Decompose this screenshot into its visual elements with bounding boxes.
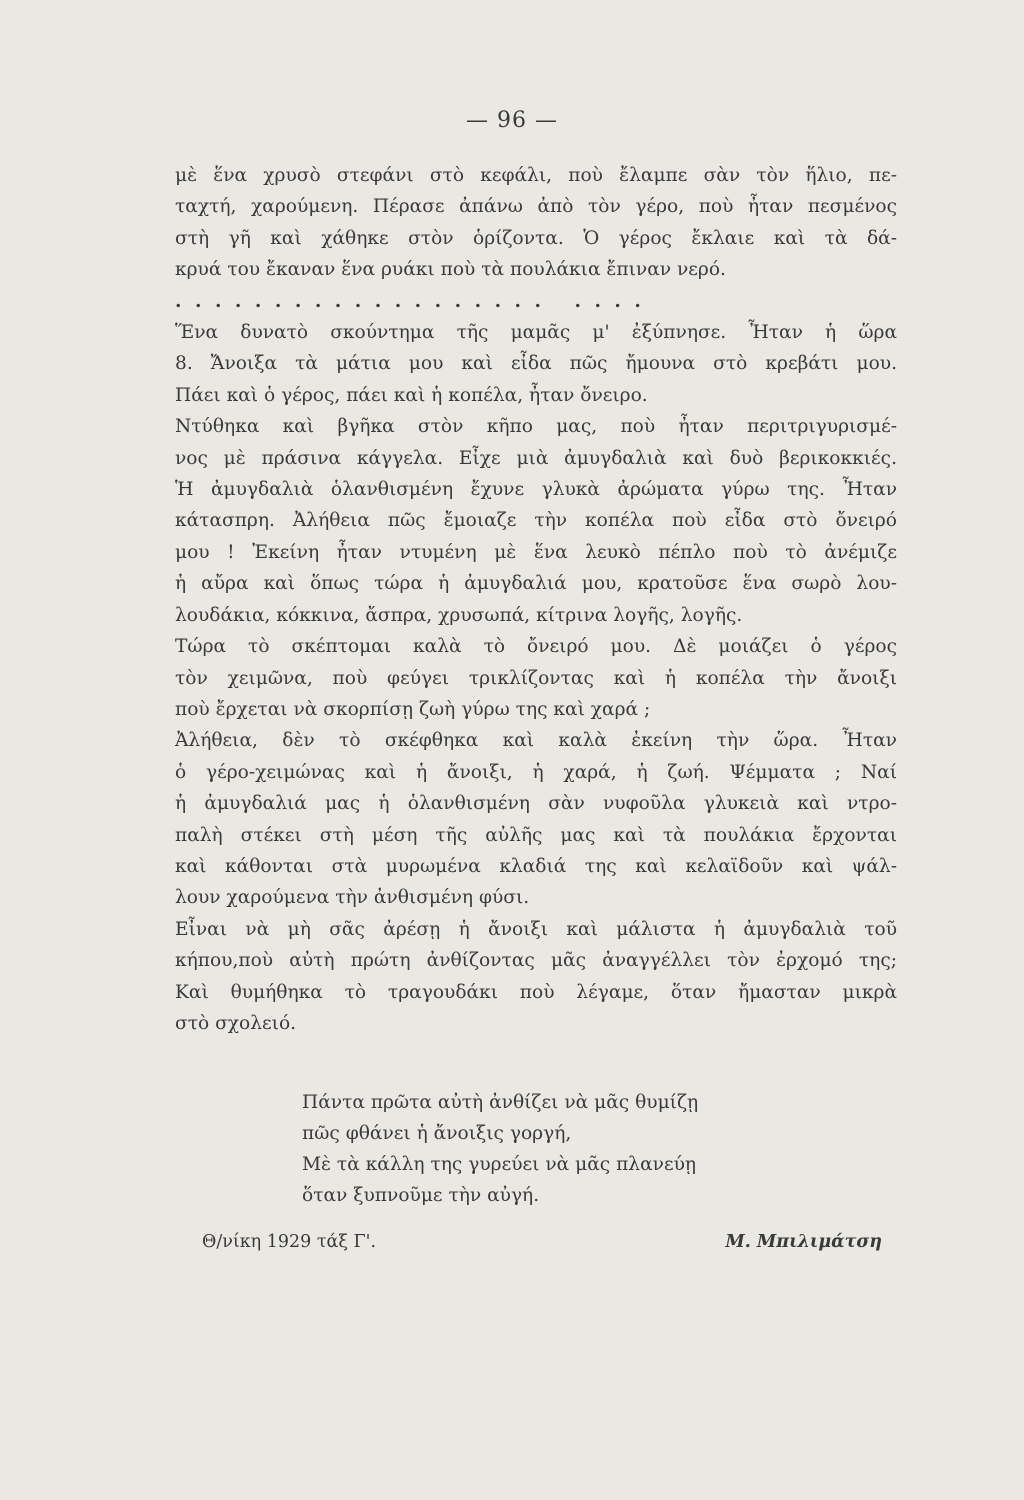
text-line: ταχτή, χαρούμενη. Πέρασε ἀπάνω ἀπὸ τὸν γέρο, ποὺ ἦταν πεσμένος (175, 196, 897, 218)
text-line: Ἕνα δυνατὸ σκούντημα τῆς μαμᾶς μ' ἐξύπνησε. Ἦταν ἡ ὥρα (175, 322, 897, 344)
text-line: κήπου,ποὺ αὐτὴ πρώτη ἀνθίζοντας μᾶς ἀναγγέλλει τὸν ἐρχομό της; (175, 950, 897, 972)
paragraph-6 (175, 914, 897, 1040)
poem (302, 1087, 822, 1211)
text-line: ἡ ἀμυγδαλιά μας ἡ ὁλανθισμένη σὰν νυφοῦλα γλυκειὰ καὶ ντρο- (175, 793, 897, 815)
ellipsis-separator: ................... .... (175, 290, 655, 312)
text-line: νος μὲ πράσινα κάγγελα. Εἶχε μιὰ ἀμυγδαλιὰ καὶ δυὸ βερικοκκιές. (175, 447, 897, 469)
poem-line: Μὲ τὰ κάλλη της γυρεύει νὰ μᾶς πλανεύῃ (302, 1154, 697, 1175)
text-line: μὲ ἕνα χρυσὸ στεφάνι στὸ κεφάλι, ποὺ ἔλαμπε σὰν τὸν ἥλιο, πε- (175, 165, 897, 186)
paragraph-2 (175, 317, 897, 411)
text-line: Ἡ ἀμυγδαλιὰ ὁλανθισμένη ἔχυνε γλυκὰ ἀρώματα γύρω της. Ἦταν (175, 479, 897, 501)
text-line: στὸ σχολειό. (175, 1012, 297, 1034)
poem-line: Πάντα πρῶτα αὐτὴ ἀνθίζει νὰ μᾶς θυμίζῃ (302, 1092, 699, 1113)
text-line: ἡ αὔρα καὶ ὅπως τώρα ἡ ἀμυγδαλιά μου, κρατοῦσε ἕνα σωρὸ λου- (175, 573, 897, 595)
paragraph-4 (175, 631, 897, 725)
place-date: Θ/νίκη 1929 τάξ Γ'. (202, 1232, 377, 1252)
text-line: μου ! Ἐκείνη ἦταν ντυμένη μὲ ἕνα λευκὸ πέπλο ποὺ τὸ ἀνέμιζε (175, 541, 897, 563)
text-line: Ἀλήθεια, δὲν τὸ σκέφθηκα καὶ καλὰ ἐκείνη τὴν ὥρα. Ἦταν (175, 730, 897, 752)
poem-line: πῶς φθάνει ἡ ἄνοιξις γοργή, (302, 1123, 572, 1144)
text-line: κρυά του ἔκαναν ἕνα ρυάκι ποὺ τὰ πουλάκια ἔπιναν νερό. (175, 259, 726, 281)
text-line: καὶ κάθονται στὰ μυρωμένα κλαδιά της καὶ κελαϊδοῦν καὶ ψάλ- (175, 855, 897, 877)
signature-footer (202, 1232, 882, 1262)
text-line: ὁ γέρο-χειμώνας καὶ ἡ ἄνοιξι, ἡ χαρά, ἡ ζωή. Ψέμματα ; Ναί (175, 761, 897, 783)
text-line: Εἶναι νὰ μὴ σᾶς ἀρέσῃ ἡ ἄνοιξι καὶ μάλιστα ἡ ἀμυγδαλιὰ τοῦ (175, 918, 897, 940)
poem-line: ὅταν ξυπνοῦμε τὴν αὐγή. (302, 1185, 540, 1206)
text-line: λουν χαρούμενα τὴν ἀνθισμένη φύσι. (175, 887, 530, 909)
text-line: Τώρα τὸ σκέπτομαι καλὰ τὸ ὄνειρό μου. Δὲ μοιάζει ὁ γέρος (175, 636, 897, 658)
text-line: στὴ γῆ καὶ χάθηκε στὸν ὁρίζοντα. Ὁ γέρος ἔκλαιε καὶ τὰ δά- (175, 227, 897, 249)
text-line: Καὶ θυμήθηκα τὸ τραγουδάκι ποὺ λέγαμε, ὅταν ἤμασταν μικρὰ (175, 981, 897, 1003)
text-line: τὸν χειμῶνα, ποὺ φεύγει τρικλίζοντας καὶ ἡ κοπέλα τὴν ἄνοιξι (175, 667, 897, 689)
text-line: ποὺ ἔρχεται νὰ σκορπίσῃ ζωὴ γύρω της καὶ χαρά ; (175, 698, 651, 720)
paragraph-3 (175, 411, 897, 631)
paragraph-5 (175, 725, 897, 913)
text-line: Ντύθηκα καὶ βγῆκα στὸν κῆπο μας, ποὺ ἦταν περιτριγυρισμέ- (175, 416, 897, 438)
text-line: 8. Ἄνοιξα τὰ μάτια μου καὶ εἶδα πῶς ἤμουνα στὸ κρεβάτι μου. (175, 353, 897, 375)
text-line: Πάει καὶ ὁ γέρος, πάει καὶ ἡ κοπέλα, ἦταν ὄνειρο. (175, 384, 648, 406)
author-signature: Μ. Μπιλιμάτση (725, 1232, 882, 1252)
page-number: — 96 — (466, 108, 558, 133)
text-line: κάτασπρη. Ἀλήθεια πῶς ἔμοιαζε τὴν κοπέλα ποὺ εἶδα στὸ ὄνειρό (175, 510, 897, 532)
text-line: παλὴ στέκει στὴ μέση τῆς αὐλῆς μας καὶ τὰ πουλάκια ἔρχονται (175, 824, 897, 846)
text-line: λουδάκια, κόκκινα, ἄσπρα, χρυσωπά, κίτρινα λογῆς, λογῆς. (175, 604, 743, 626)
paragraph-1 (175, 160, 897, 286)
body-text (175, 160, 897, 1039)
